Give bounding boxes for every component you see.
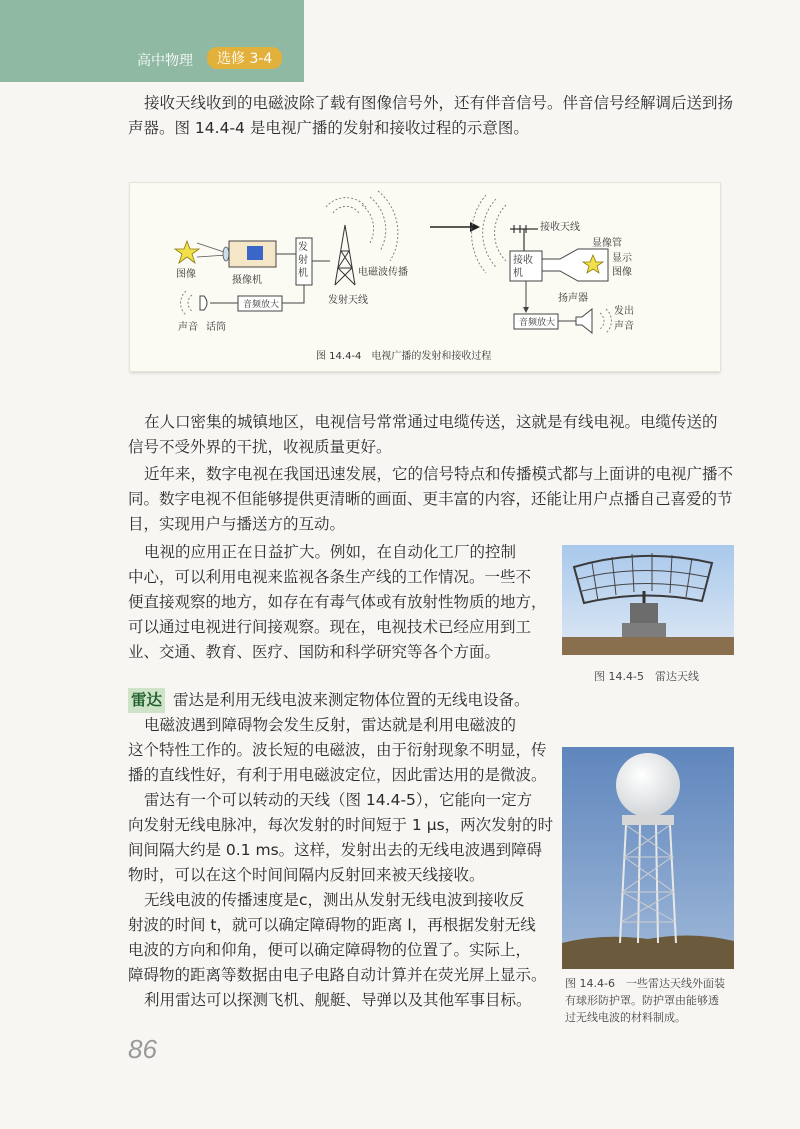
label-camera: 摄像机: [232, 275, 262, 286]
image-star-icon: [175, 241, 199, 263]
para-cable: [128, 410, 718, 460]
para-line: 业、交通、教育、医疗、国防和科学研究等各个方面。: [128, 643, 501, 661]
radar-line: 物时，可以在这个时间间隔内反射回来被天线接收。: [128, 866, 485, 884]
label-emit-line: 声音: [614, 321, 634, 332]
svg-text:射: 射: [298, 255, 308, 266]
label-speaker: 扬声器: [558, 293, 588, 304]
radome-tower-photo: [562, 747, 734, 969]
radar-heading: 雷达: [128, 688, 165, 713]
label-sound: 声音: [178, 322, 198, 333]
mic-icon: [200, 296, 207, 310]
para-line: 信号不受外界的干扰，收视质量更好。: [128, 438, 392, 456]
receive-antenna: [510, 225, 538, 253]
radar-line: 障碍物的距离等数据由电子电路自动计算并在荧光屏上显示。: [128, 966, 547, 984]
para-apps: [128, 540, 547, 665]
figure3-caption: [565, 975, 725, 1026]
figure3-caption-line: 图 14.4-6 一些雷达天线外面装: [565, 977, 725, 990]
label-audio-amp: 音频放大: [243, 300, 280, 310]
page-number: 86: [128, 1034, 157, 1064]
radar-line: 射波的时间 t，就可以确定障碍物的距离 l，再根据发射无线: [128, 916, 536, 934]
label-rx-antenna: 接收天线: [540, 222, 580, 233]
radar-line: 雷达有一个可以转动的天线（图 14.4-5），它能向一定方: [144, 791, 533, 809]
speaker-icon: [576, 309, 592, 333]
label-audio-amp2: 音频放大: [519, 318, 556, 328]
label-emit-line: 发出: [614, 306, 634, 317]
figure1-caption: 图 14.4-4 电视广播的发射和接收过程: [316, 351, 492, 362]
transmit-tower: [335, 225, 355, 285]
para-line: 可以通过电视进行间接观察。现在，电视技术已经应用到工: [128, 618, 532, 636]
radar-line: 电波的方向和仰角，便可以确定障碍物的位置了。实际上，: [128, 941, 532, 959]
radar-line: 利用雷达可以探测飞机、舰艇、导弹以及其他军事目标。: [144, 991, 532, 1009]
radar-line: 播的直线性好，有利于用电磁波定位，因此雷达用的是微波。: [128, 766, 547, 784]
sound-waves: [181, 291, 192, 315]
para-digital: [128, 462, 733, 537]
radar-line: 这个特性工作的。波长短的电磁波，由于衍射现象不明显，传: [128, 741, 547, 759]
radar-line: 电磁波遇到障碍物会发生反射，雷达就是利用电磁波的: [144, 716, 517, 734]
radar-line: 无线电波的传播速度是c，测出从发射无线电波到接收反: [144, 891, 525, 909]
svg-text:机: 机: [298, 268, 308, 279]
label-mic: 话筒: [206, 322, 226, 333]
para-line: 电视的应用正在日益扩大。例如，在自动化工厂的控制: [144, 543, 517, 561]
label-image: 图像: [176, 269, 196, 280]
para-line: 在人口密集的城镇地区，电视信号常常通过电缆传送，这就是有线电视。电缆传送的: [144, 413, 718, 431]
chapter-header: [0, 0, 304, 82]
radar-section: [128, 688, 553, 1013]
radar-line: 雷达是利用无线电波来测定物体位置的无线电设备。: [173, 691, 530, 709]
radar-antenna-photo: [562, 545, 734, 655]
intro-line: 声器。图 14.4-4 是电视广播的发射和接收过程的示意图。: [128, 119, 529, 137]
para-line: 中心，可以利用电视来监视各条生产线的工作情况。一些不: [128, 568, 532, 586]
figure3-caption-line: 过无线电波的材料制成。: [565, 1011, 686, 1024]
svg-text:接收: 接收: [513, 255, 533, 266]
book-title: 高中物理: [137, 53, 193, 69]
label-crt: 显像管: [592, 238, 622, 249]
intro-line: 接收天线收到的电磁波除了载有图像信号外，还有伴音信号。伴音信号经解调后送到扬: [144, 94, 734, 112]
intro-paragraph: [128, 91, 733, 141]
radar-line: 间间隔大约是 0.1 ms。这样，发射出去的无线电波遇到障碍: [128, 841, 543, 859]
tv-broadcast-figure: [130, 183, 720, 371]
receive-waves: [472, 195, 506, 273]
transmit-waves: [326, 191, 398, 261]
radar-line: 向发射无线电脉冲，每次发射的时间短于 1 μs，两次发射的时: [128, 816, 554, 834]
figure2-caption: 图 14.4-5 雷达天线: [594, 670, 699, 683]
svg-text:发: 发: [298, 242, 308, 253]
volume-badge: 选修 3-4: [207, 47, 282, 69]
figure3-caption-line: 有球形防护罩。防护罩由能够透: [565, 994, 719, 1007]
label-display-line: 显示: [612, 253, 632, 264]
para-line: 同。数字电视不但能够提供更清晰的画面、更丰富的内容，还能让用户点播自己喜爱的节: [128, 490, 733, 508]
para-line: 便直接观察的地方，如存在有毒气体或有放射性物质的地方，: [128, 593, 547, 611]
label-tx-antenna: 发射天线: [328, 295, 368, 306]
svg-text:机: 机: [513, 268, 523, 279]
label-wave-prop: 电磁波传播: [358, 267, 408, 278]
label-display-line: 图像: [612, 267, 632, 278]
para-line: 目，实现用户与播送方的互动。: [128, 515, 346, 533]
para-line: 近年来，数字电视在我国迅速发展，它的信号特点和传播模式都与上面讲的电视广播不: [144, 465, 734, 483]
